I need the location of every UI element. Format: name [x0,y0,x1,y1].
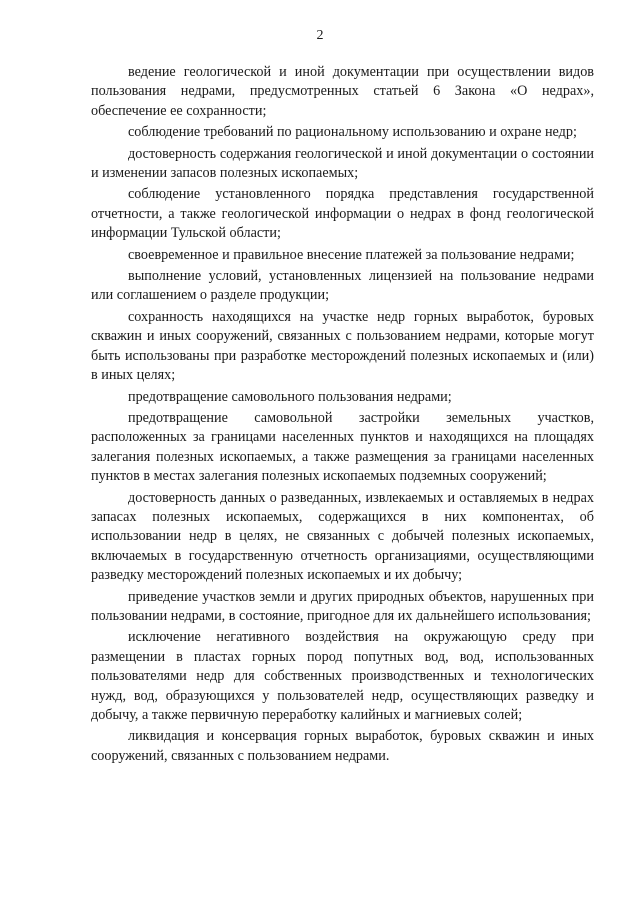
paragraph-10: достоверность данных о разведанных, извлекаемых и оставляемых в недрах запасах полезных ископаемых, содержащихся в них компонентах, об использовании недр в целях, не связанных с добычей полезных ископаемых, включаемых в государственную отчетность организациями, осуществляющими разведку месторождений полезных ископаемых и их добычу; [91,489,594,584]
paragraph-11: приведение участков земли и других природных объектов, нарушенных при пользовании недрами, в состояние, пригодное для их дальнейшего использования; [91,588,594,624]
paragraph-6: выполнение условий, установленных лицензией на пользование недрами или соглашением о разделе продукции; [91,268,594,304]
document-body [91,63,594,766]
paragraph-12: исключение негативного воздействия на окружающую среду при размещении в пластах горных пород попутных вод, вод, использованных пользователями недр для собственных производственных и технологических нужд, вод, образующихся у пользователей недр, осуществляющих разведку и добычу, а также первичную переработку калийных и магниевых солей; [91,629,594,723]
paragraph-8: предотвращение самовольного пользования недрами; [128,388,452,405]
paragraph-4: соблюдение установленного порядка представления государственной отчетности, а также геологической информации о недрах в фонд геологической информации Тульской области; [91,186,594,242]
paragraph-13: ликвидация и консервация горных выработок, буровых скважин и иных сооружений, связанных с пользованием недрами. [91,728,594,764]
paragraph-5: своевременное и правильное внесение платежей за пользование недрами; [128,246,575,263]
paragraph-7: сохранность находящихся на участке недр горных выработок, буровых скважин и иных сооружений, связанных с пользованием недрами, которые могут быть использованы при разработке месторождений полезных ископаемых и (или) в иных целях; [91,308,594,384]
page-number: 2 [316,28,324,43]
paragraph-1: ведение геологической и иной документации при осуществлении видов пользования недрами, предусмотренных статьей 6 Закона «О недрах», обеспечение ее сохранности; [91,64,594,119]
paragraph-3: достоверность содержания геологической и иной документации о состоянии и изменении запасов полезных ископаемых; [91,145,594,182]
paragraph-2: соблюдение требований по рациональному использованию и охране недр; [128,124,577,141]
paragraph-9: предотвращение самовольной застройки земельных участков, расположенных за границами населенных пунктов и находящихся на площадях залегания полезных ископаемых, а также размещения за границами населенных пунктов в местах залегания полезных ископаемых подземных сооружений; [91,409,594,485]
